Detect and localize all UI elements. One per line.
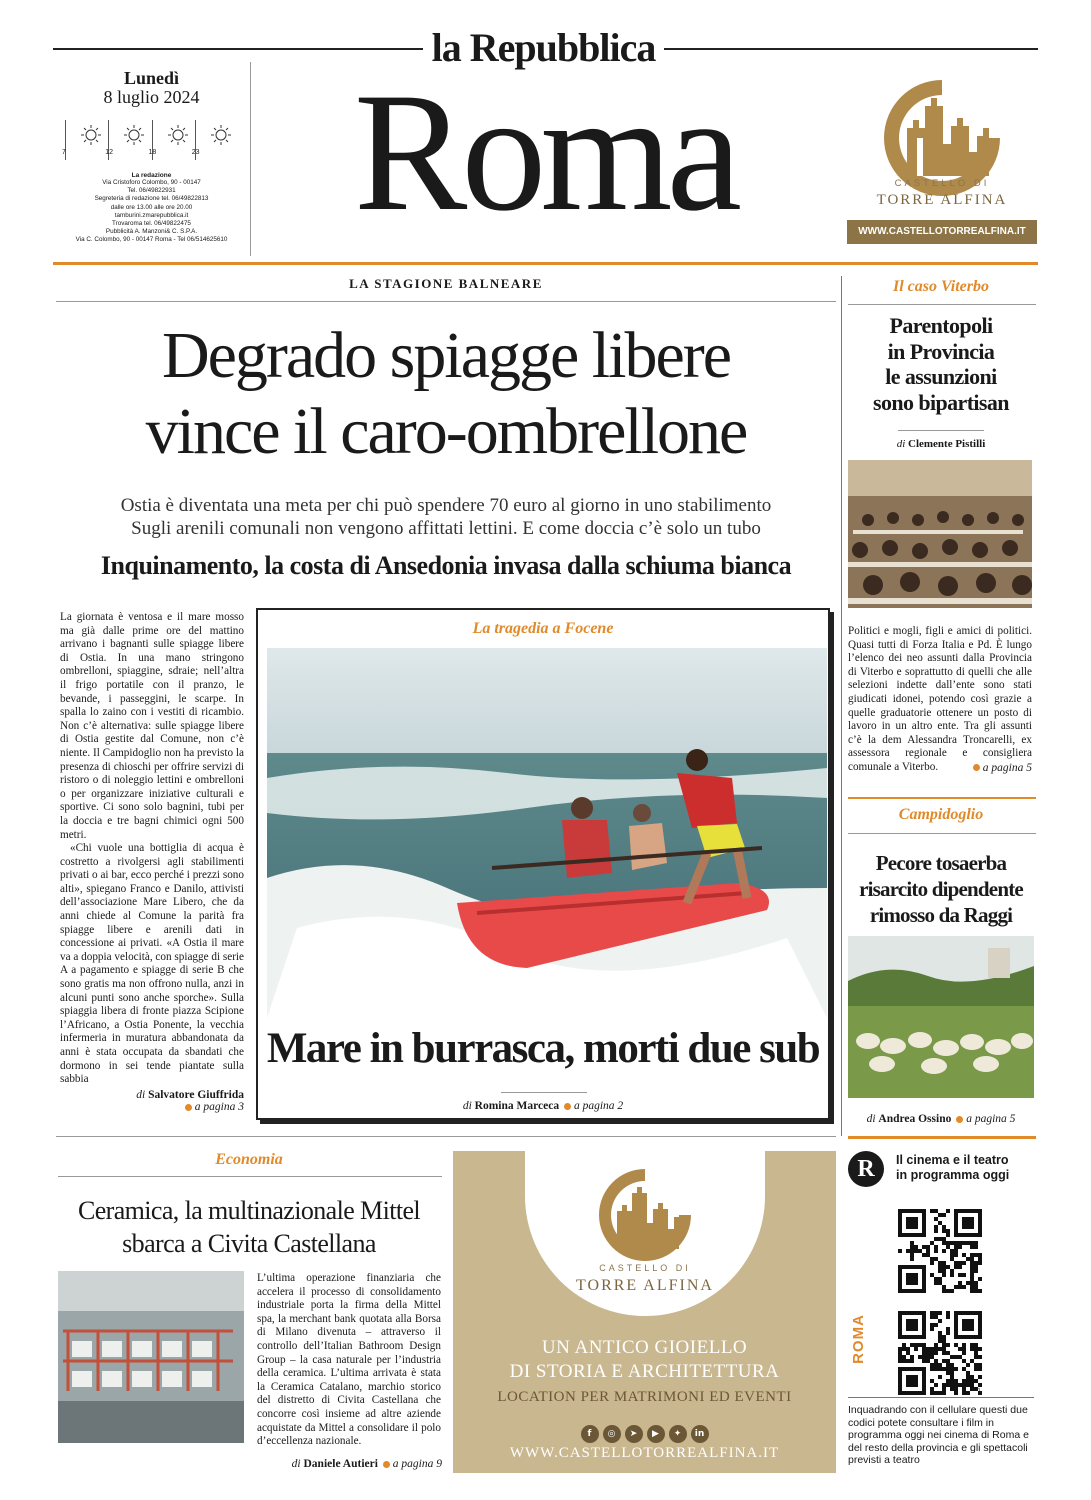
social-icons [453,1421,836,1443]
grazing-sheep-image [848,936,1034,1098]
castle-logo-icon [525,1151,765,1261]
lead-headline[interactable] [56,318,836,470]
sun-icon [78,124,104,146]
masthead-rule-right [664,48,1038,50]
lead-byline-author: Salvatore Giuffrida [148,1088,244,1101]
top-ad-name: TORRE ALFINA [876,192,1008,208]
redazione-line: Tel. 06/49822931 [127,187,176,195]
top-ad-subtitle: CASTELLO DI [894,178,990,189]
viterbo-rule [848,304,1036,305]
focene-byline-di: di [462,1100,472,1112]
economia-headline[interactable] [56,1194,442,1260]
telegram-icon[interactable]: ➤ [625,1425,643,1443]
viterbo-short-rule [898,430,984,431]
redazione-info [53,179,250,245]
lead-deck [56,494,836,540]
focene-rule [501,1092,587,1093]
focene-page-ref[interactable]: a pagina 2 [573,1100,624,1112]
bottom-ad-slogan-line-2: DI STORIA E ARCHITETTURA [509,1361,780,1382]
economia-photo[interactable] [58,1271,244,1443]
promo-title-line-1: Il cinema e il teatro [896,1153,1009,1167]
sun-icon [165,124,191,146]
economia-page-ref[interactable]: a pagina 9 [392,1458,442,1470]
bottom-ad-slogan-line-1: UN ANTICO GIOIELLO [541,1337,748,1358]
viterbo-byline-di: di [896,438,906,450]
viterbo-kicker: Il caso Viterbo [892,278,989,295]
economia-headline-line-1[interactable]: Ceramica, la multinazionale Mittel [77,1196,421,1225]
brand-logo[interactable]: la Repubblica [431,25,656,70]
bottom-ad-slogan [453,1336,836,1384]
right-divider-2 [848,1136,1036,1139]
viterbo-photo[interactable] [848,460,1032,608]
weather-temperature: 7 [62,149,66,156]
viterbo-headline-line[interactable]: Parentopoli [889,313,993,338]
campidoglio-photo[interactable] [848,936,1034,1098]
lead-headline-line-2[interactable]: vince il caro-ombrellone [145,395,747,468]
facebook-icon[interactable]: f [581,1425,599,1443]
viterbo-headline-line[interactable]: sono bipartisan [873,389,1009,415]
campidoglio-rule [848,833,1036,834]
redazione-title: La redazione [131,172,172,179]
promo-caption: Inquadrando con il cellulare questi due codici potete consultare i film in programma oggi nei cinema di Roma e del resto della provincia e gli spettacoli previsti a teatro [848,1404,1029,1467]
promo-title-line-2: in programma oggi [896,1168,1010,1182]
qr-code-cinema[interactable] [898,1209,982,1293]
secondary-headline[interactable]: Inquinamento, la costa di Ansedonia invasa dalla schiuma bianca [100,551,792,580]
promo-side-label: ROMA [850,1314,867,1364]
viterbo-headline[interactable] [846,313,1036,415]
weather-temperature: 18 [148,149,157,156]
economia-kicker: Economia [215,1151,283,1168]
ceramics-factory-image [58,1271,244,1443]
viterbo-headline-line[interactable]: le assunzioni [885,364,997,389]
economia-body: L’ultima operazione finanziaria che accelera il processo di consolidamento industriale porta la firma della Mittel spa, la merchant bank quotata alla Borsa di Milano divenuta – attraverso il controllo dell’Italian Bathroom Design Group – la casa naturale per l’industria della ceramica. L’ultima arrivata è stata la Ceramica Catalano, marchio storico del distretto di Civita Castellana che concorre così insieme ad altre aziende acquistate da Mittel a consolidare il polo d’eccellenza nazionale. [257,1272,441,1448]
weather-temperature: 12 [105,149,114,156]
bottom-ad-name: TORRE ALFINA [576,1277,714,1294]
weather-strip [62,120,238,160]
bottom-ad[interactable] [453,1151,836,1473]
promo-box [848,1151,1034,1473]
redazione-line: Pubblicità A. Manzoni& C. S.P.A. [105,228,198,236]
campidoglio-headline-line[interactable]: risarcito dipendente [859,877,1023,901]
lead-page-ref-text[interactable]: a pagina 3 [194,1100,244,1113]
campidoglio-byline-author: Andrea Ossino [878,1113,952,1125]
redazione-line: Segreteria di redazione tel. 06/49822813 [94,195,209,203]
campidoglio-kicker: Campidoglio [898,806,984,823]
focene-headline[interactable]: Mare in burrasca, morti due sub [266,1025,820,1072]
qr-label: film [972,1387,980,1393]
bottom-section-rule [56,1136,836,1137]
bottom-ad-url[interactable]: WWW.CASTELLOTORREALFINA.IT [509,1445,780,1461]
lead-headline-line-1[interactable]: Degrado spiagge libere [161,319,731,392]
lead-article [60,611,244,1113]
viterbo-byline [846,438,1036,450]
focene-kicker: La tragedia a Focene [472,620,614,637]
sun-icon [208,124,234,146]
bottom-ad-subtitle: CASTELLO DI [599,1263,691,1273]
weather-cell [148,120,195,160]
viterbo-headline-line[interactable]: in Provincia [887,338,995,364]
economia-byline [256,1458,442,1470]
redazione-line: Via C. Colombo, 90 - 00147 Roma - Tel 06/514625610 [75,236,228,244]
campidoglio-headline[interactable] [846,850,1036,928]
instagram-icon[interactable]: ◎ [603,1425,621,1443]
redazione-line: tamburini.zmarepubblica.it [114,211,189,219]
campidoglio-page-ref[interactable]: a pagina 5 [966,1113,1016,1125]
economia-byline-author: Daniele Autieri [303,1458,378,1470]
masthead-divider [53,262,1038,265]
viterbo-article [848,625,1032,774]
campidoglio-byline-di: di [866,1113,876,1125]
sun-icon [121,124,147,146]
masthead-rule-left [53,48,423,50]
focene-byline [258,1100,828,1112]
promo-rule [848,1397,1034,1398]
exam-hall-image [848,460,1032,608]
redazione-line: Trovaroma tel. 06/49822475 [112,220,191,228]
viterbo-page-ref-text[interactable]: a pagina 5 [982,761,1032,774]
top-ad[interactable] [847,66,1037,244]
campidoglio-headline-line[interactable]: Pecore tosaerba [875,851,1007,875]
redazione-line: Via Cristoforo Colombo, 90 - 00147 [102,179,201,186]
right-divider-1 [848,797,1036,799]
youtube-icon[interactable]: ▶ [647,1425,665,1443]
campidoglio-byline [848,1113,1034,1125]
lead-byline-di: di [136,1088,146,1101]
economia-headline-line-2[interactable]: sbarca a Civita Castellana [122,1229,376,1258]
weather-cell [105,120,151,160]
weather-temperature: 23 [191,149,200,156]
date-box [53,62,251,256]
viterbo-body: Politici e mogli, figli e amici di politici. Quasi tutti di Forza Italia e Pd. È lungo l’elenco dei neo assunti dalla Provincia di Viterbo e soprattutto di quelli che alle selezioni indette dall’ente sono stati giudicati idonei, potendo così grazie a quelle graduatorie ottenere un posto di lavoro in un altro ente. Tra gli assunti c’è la dem Alessandra Troncarelli, ex assessora regionale e consigliera comunale a Viterbo. [848,625,1032,773]
bottom-ad-logo-panel [525,1151,765,1316]
twitter-icon[interactable]: ✦ [669,1425,687,1443]
weekday: Lunedì [123,68,180,88]
economia-article [257,1272,441,1449]
top-ad-url[interactable]: WWW.CASTELLOTORREALFINA.IT [847,220,1037,244]
date: 8 luglio 2024 [103,87,200,107]
column-divider-right [841,276,842,1136]
campidoglio-headline-line[interactable]: rimosso da Raggi [869,903,1013,927]
edition-title: Roma [353,58,737,246]
lead-byline [60,1089,244,1101]
lead-page-ref[interactable] [60,1101,244,1113]
weather-cell [62,120,108,160]
linkedin-icon[interactable]: in [691,1425,709,1443]
lead-deck-line-2: Sugli arenili comunali non vengono affittati lettini. E come doccia c’è solo un tubo [131,518,761,539]
lead-section-label: LA STAGIONE BALNEARE [349,276,543,291]
viterbo-byline-author: Clemente Pistilli [908,438,986,450]
economia-byline-di: di [291,1458,301,1470]
focene-photo[interactable] [267,648,827,1018]
bottom-ad-tagline: LOCATION PER MATRIMONI ED EVENTI [497,1389,792,1405]
lead-deck-line-1: Ostia è diventata una meta per chi può spendere 70 euro al giorno in uno stabilimento [120,495,772,516]
repubblica-r-logo: R [848,1151,884,1187]
lead-section-rule [56,301,836,302]
focene-byline-author: Romina Marceca [474,1100,560,1112]
rescue-surfboard-image [267,648,827,1018]
redazione-line: dalle ore 13.00 alle ore 20.00 [110,203,193,211]
lead-body-p2: «Chi vuole una bottiglia di acqua è costretto a rivolgersi agli stabilimenti privati o ai bar, ecco perché i prezzi sono alti», spiegano Franco e Danilo, attivisti dell’associazione Mare Libero, che da anni chiede al Comune la parità fra spiagge libere e arenili dati in concessione ai privati. «A Ostia il mare va a doppia velocità, con spiagge di serie A a pagamento e spiagge di serie B che sono gratis ma non offrono nulla, anzi in alcuni punti sono anche sporche». Sulla spiaggia libera di fronte piazza Scipione l’Africano, a Ostia Ponente, la vecchia infermeria in muratura abbandonata da anni è stata occupata da sbandati che dormono in sei tende piantate sulla sabbia [60,842,244,1086]
qr-code-theatre[interactable] [898,1311,982,1395]
economia-rule [58,1176,442,1177]
promo-title [896,1153,1034,1183]
lead-body-p1: La giornata è ventosa e il mare mosso ma già dalle prime ore del mattino arrivano i bagnanti sulle spiagge libere di Ostia. In una mano stringono ombrelloni, spiaggine, sdraie; nell’altra il frigo portatile con il pranzo, le bevande, i passeggini, le scarpe. In spalla lo zaino con i vestiti di ricambio. Non c’è alternativa: sulle spiagge libere di Ostia gestite dal Comune, non c’è niente. Il Campidoglio non ha previsto la presenza di chioschi per offrire servizi di ristoro o di noleggio lettini e ombrelloni o per organizzare iniziative culturali e sportive. Ci sono solo bagnini, tubi per la doccia e tre bagni chimici ogni 500 metri. [60,611,244,841]
focene-box [256,608,830,1120]
weather-cell [191,120,238,160]
